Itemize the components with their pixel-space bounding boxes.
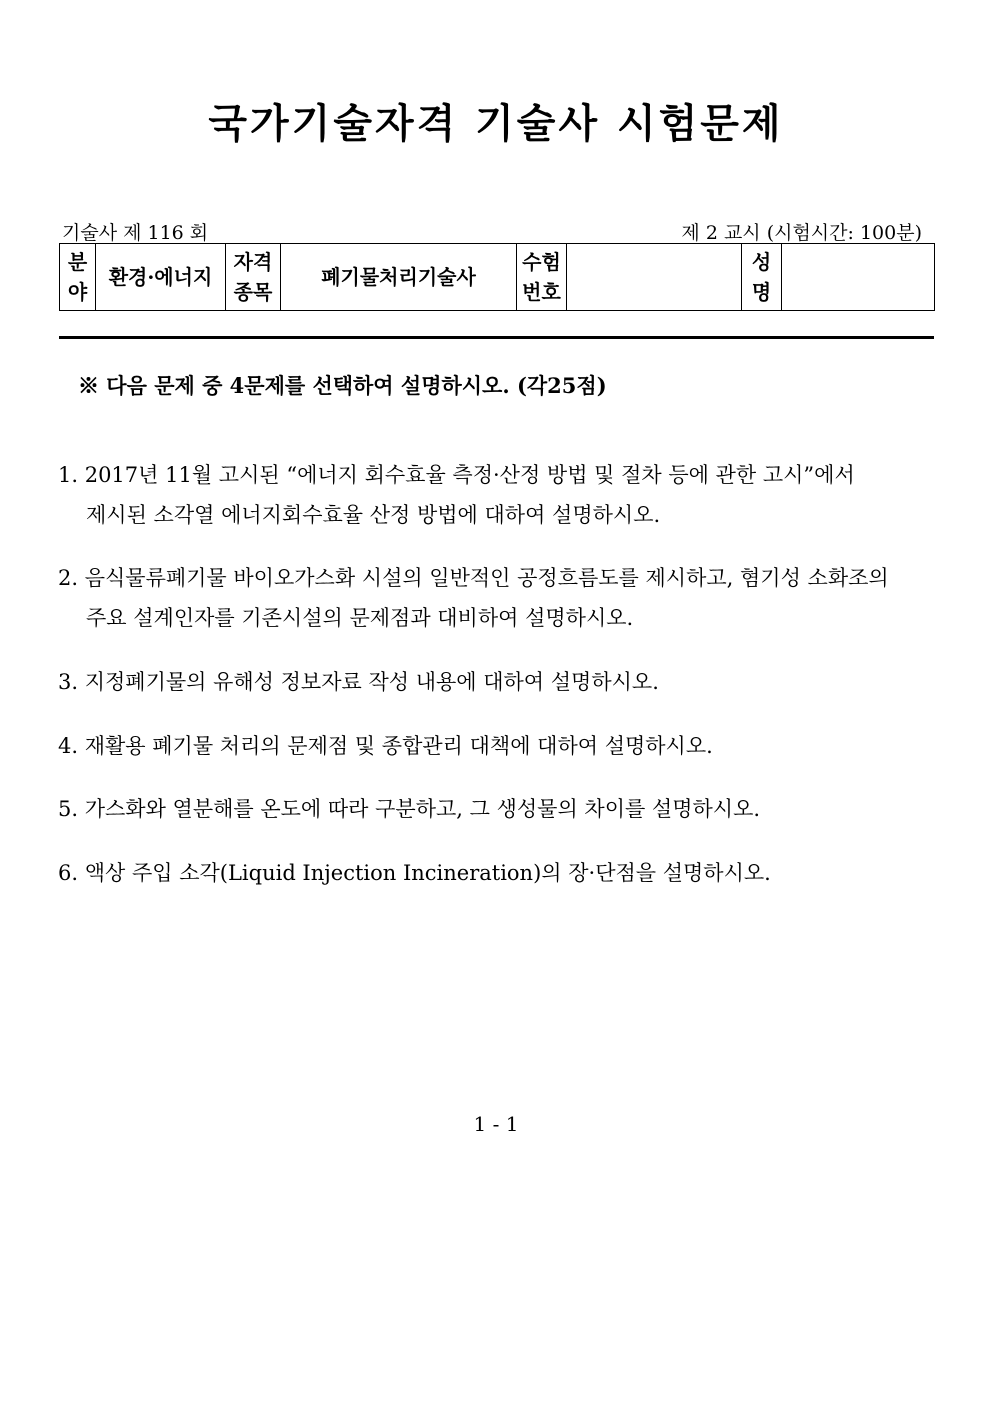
name-label-line2: 명: [751, 280, 772, 304]
page-number: 1 - 1: [473, 1112, 519, 1136]
name-field[interactable]: [782, 244, 935, 311]
field-label: [60, 244, 96, 311]
session-time: 제 2 교시 (시험시간: 100분): [681, 222, 922, 244]
question-4-line-1: 4. 재활용 폐기물 처리의 문제점 및 종합관리 대책에 대하여 설명하시오.: [58, 734, 713, 758]
name-label-line1: 성: [751, 250, 772, 274]
question-2-line-2: 주요 설계인자를 기존시설의 문제점과 대비하여 설명하시오.: [86, 606, 634, 630]
divider: [59, 336, 934, 339]
qualification-label-line1: 자격: [233, 250, 273, 274]
question-6: [58, 853, 938, 893]
question-1-line-1: 1. 2017년 11월 고시된 “에너지 회수효율 측정·산정 방법 및 절차 등에 관한 고시”에서: [58, 463, 855, 487]
field-value: 환경·에너지: [96, 244, 226, 311]
question-2: [58, 558, 938, 638]
question-3-line-1: 3. 지정폐기물의 유해성 정보자료 작성 내용에 대하여 설명하시오.: [58, 670, 659, 694]
info-table: [59, 243, 935, 311]
qualification-label: [226, 244, 281, 311]
question-6-line-1: 6. 액상 주입 소각(Liquid Injection Incineration)의 장·단점을 설명하시오.: [58, 861, 771, 885]
question-1: [58, 455, 938, 535]
instruction: ※ 다음 문제 중 4문제를 선택하여 설명하시오. (각25점): [78, 373, 607, 398]
question-3: [58, 662, 938, 702]
exam-number-label: [517, 244, 567, 311]
question-5-line-1: 5. 가스화와 열분해를 온도에 따라 구분하고, 그 생성물의 차이를 설명하시오.: [58, 797, 761, 821]
exam-round: 기술사 제 116 회: [62, 222, 209, 244]
qualification-label-line2: 종목: [233, 280, 273, 304]
exam-number-field[interactable]: [567, 244, 742, 311]
page-title: 국가기술자격 기술사 시험문제: [208, 100, 784, 147]
exam-number-label-line1: 수험: [522, 250, 561, 274]
name-label: [742, 244, 782, 311]
question-5: [58, 789, 938, 829]
field-label-line1: 분: [67, 250, 88, 274]
exam-number-label-line2: 번호: [522, 280, 561, 304]
question-1-line-2: 제시된 소각열 에너지회수효율 산정 방법에 대하여 설명하시오.: [86, 503, 661, 527]
question-4: [58, 726, 938, 766]
question-2-line-1: 2. 음식물류폐기물 바이오가스화 시설의 일반적인 공정흐름도를 제시하고, 혐기성 소화조의: [58, 566, 889, 590]
qualification-value: 폐기물처리기술사: [281, 244, 517, 311]
field-label-line2: 야: [67, 280, 88, 304]
